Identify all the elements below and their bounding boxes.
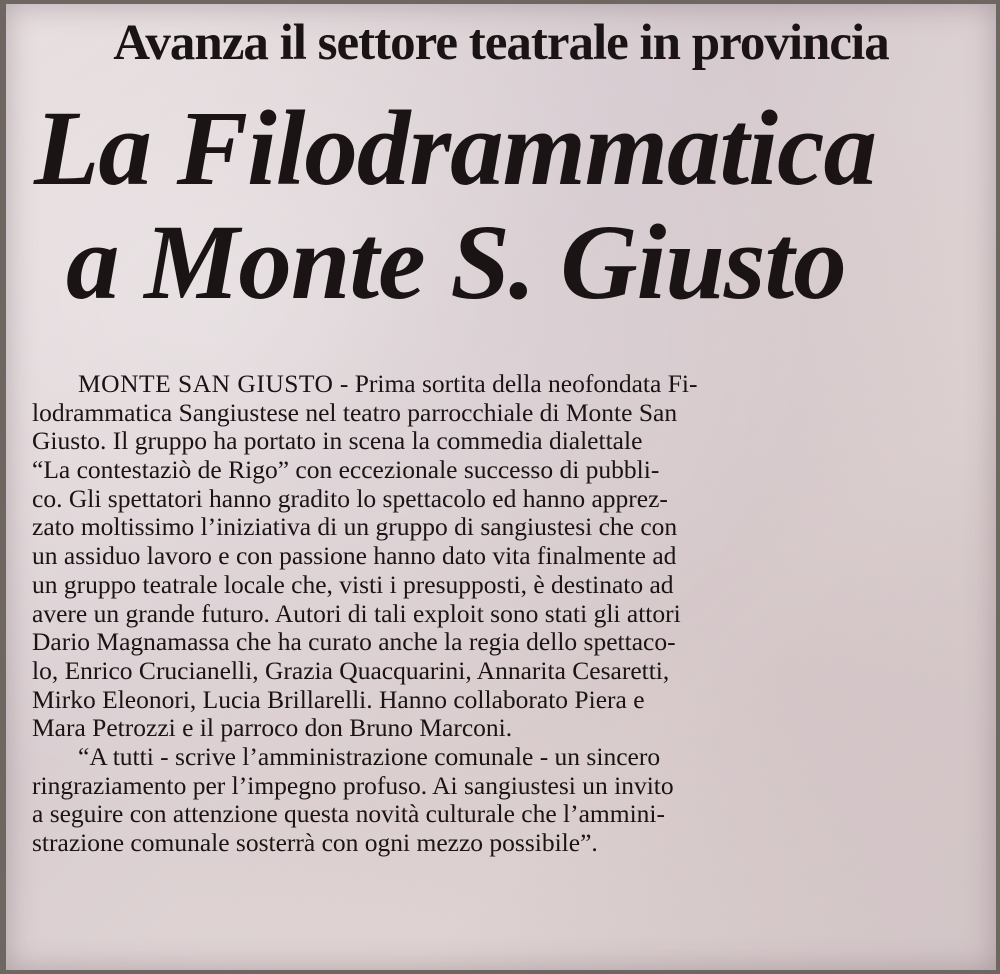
article-body	[32, 370, 976, 858]
article-line: avere un grande futuro. Autori di tali exploit sono stati gli attori	[32, 599, 681, 628]
kicker-headline: Avanza il settore teatrale in provincia	[113, 15, 889, 71]
dateline: MONTE SAN GIUSTO	[78, 370, 334, 398]
headline-line-2: a Monte S. Giusto	[66, 204, 846, 322]
article-line: co. Gli spettatori hanno gradito lo spettacolo ed hanno apprez-	[32, 484, 668, 513]
article-line: Dario Magnamassa che ha curato anche la regia dello spettaco-	[32, 628, 676, 657]
article-line: Giusto. Il gruppo ha portato in scena la commedia dialettale	[32, 427, 643, 456]
article-line	[32, 370, 976, 399]
newspaper-clipping	[6, 4, 996, 970]
article-line: zato moltissimo l’iniziativa di un gruppo di sangiustesi che con	[32, 513, 678, 542]
article-line: “A tutti - scrive l’amministrazione comunale - un sincero	[78, 742, 661, 771]
article-line: Mara Petrozzi e il parroco don Bruno Marconi.	[32, 714, 513, 743]
article-line-text: - Prima sortita della neofondata Fi-	[333, 370, 698, 398]
article-line: lodrammatica Sangiustese nel teatro parrocchiale di Monte San	[32, 398, 678, 427]
article-line: “La contestaziò de Rigo” con eccezionale successo di pubbli-	[32, 456, 660, 485]
headline-line-1: La Filodrammatica	[34, 90, 876, 208]
article-line: strazione comunale sosterrà con ogni mezzo possibile”.	[32, 829, 598, 857]
main-headline	[34, 92, 984, 320]
article-line: Mirko Eleonori, Lucia Brillarelli. Hanno collaborato Piera e	[32, 685, 645, 714]
article-line: a seguire con attenzione questa novità culturale che l’ammini-	[32, 800, 665, 829]
article-line: un assiduo lavoro e con passione hanno dato vita finalmente ad	[32, 542, 677, 571]
article-line: lo, Enrico Crucianelli, Grazia Quacquarini, Annarita Cesaretti,	[32, 656, 670, 685]
article-line: un gruppo teatrale locale che, visti i presupposti, è destinato ad	[32, 570, 674, 599]
article-line: ringraziamento per l’impegno profuso. Ai sangiustesi un invito	[32, 771, 674, 800]
